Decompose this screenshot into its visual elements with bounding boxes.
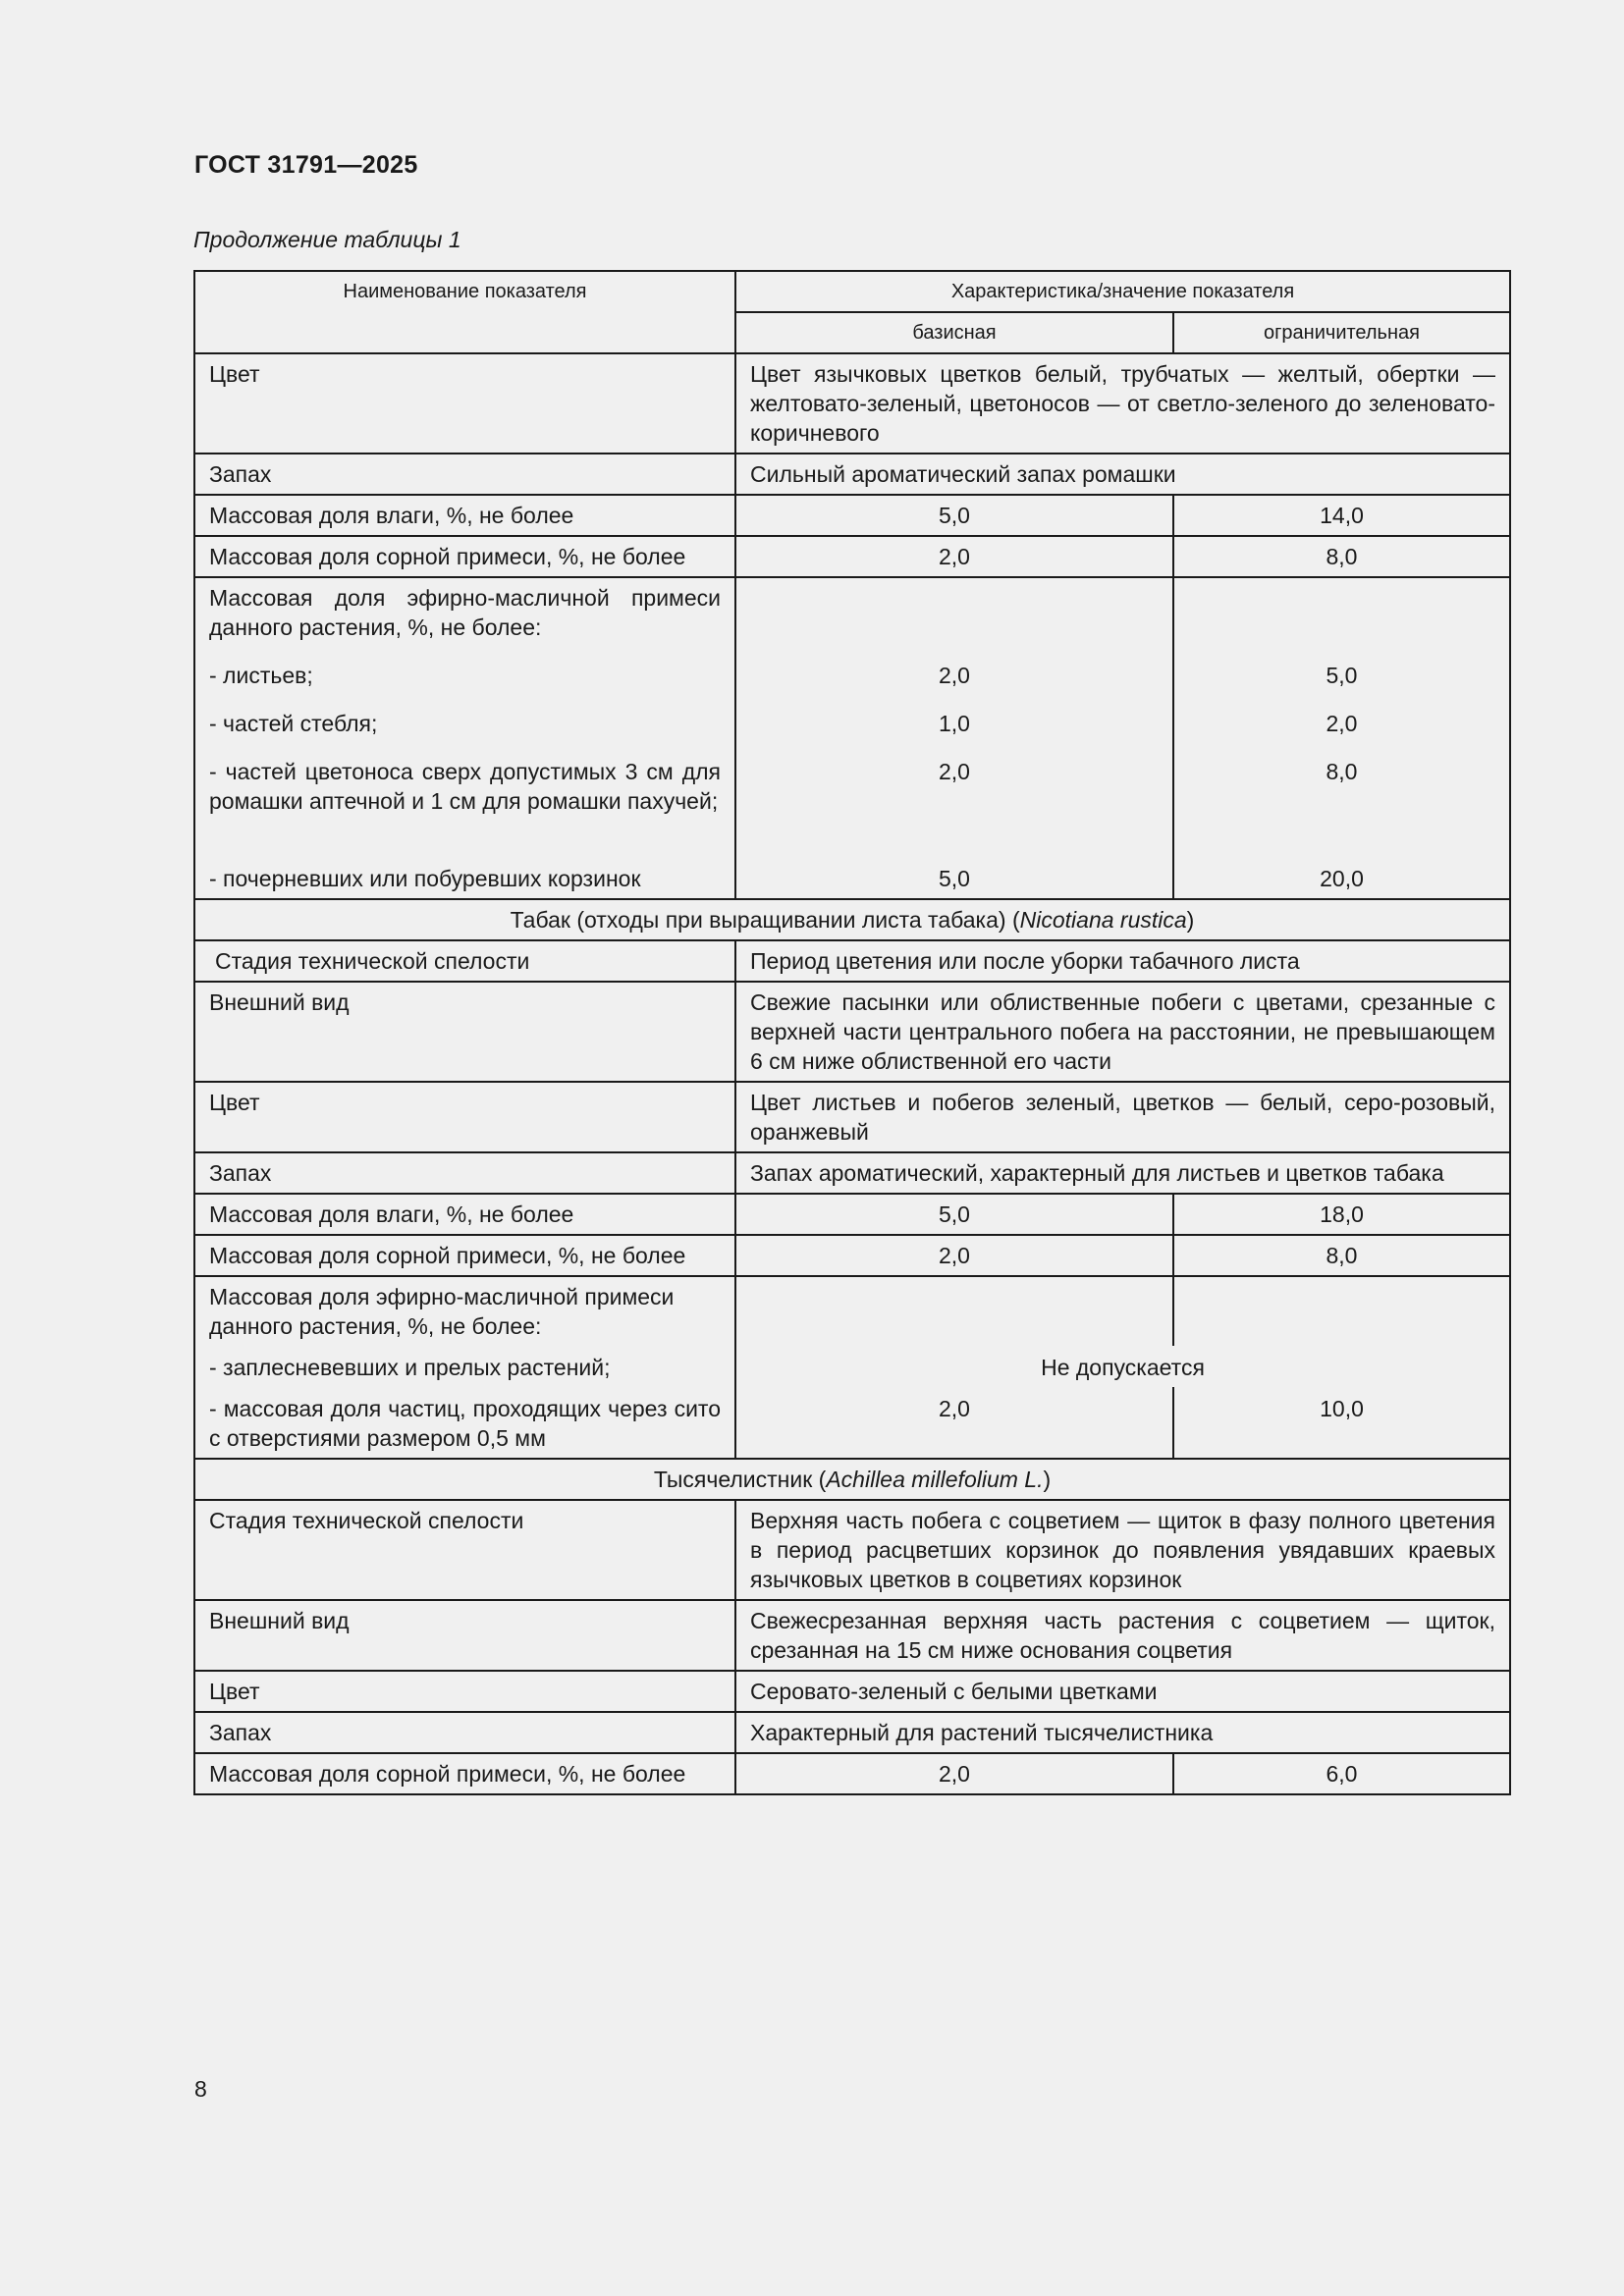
list-value: 5,0: [1326, 663, 1358, 688]
row-value-smell: Характерный для растений тысячелистника: [735, 1712, 1510, 1753]
table-row: [194, 1600, 1510, 1671]
section-title-latin: Nicotiana rustica: [1019, 907, 1187, 933]
document-code: ГОСТ 31791—2025: [194, 151, 418, 179]
row-label-sieve: - массовая доля частиц, проходящих через сито с отверстиями размером 0,5 мм: [194, 1387, 735, 1459]
empty-cell: [1173, 1276, 1510, 1346]
row-value-stage: Верхняя часть побега с соцветием — щиток в фазу полного цветения в период расцветших корзинок до появления увядавших краевых язычковых цветков в соцветиях корзинок: [735, 1500, 1510, 1600]
section-title-latin: Achillea millefolium L.: [826, 1467, 1044, 1492]
essential-oil-title: Массовая доля эфирно-масличной примеси данного растения, %, не более:: [209, 585, 721, 640]
row-value-color: Цвет язычковых цветков белый, трубчатых — желтый, обертки — желтовато-зеленый, цветоносов — от светло-зеленого до зеленовато-коричневого: [735, 353, 1510, 454]
column-header-basic: базисная: [735, 312, 1173, 353]
row-value-basic: 2,0: [735, 1387, 1173, 1459]
row-value-basic: 2,0: [735, 1753, 1173, 1794]
section-title-text: Табак (отходы при выращивании листа табака) (: [510, 907, 1020, 933]
row-value-smell: Сильный ароматический запах ромашки: [735, 454, 1510, 495]
row-value-limit: 10,0: [1173, 1387, 1510, 1459]
row-label-color: Цвет: [194, 1671, 735, 1712]
list-value: 2,0: [939, 663, 970, 688]
row-label-weed: Массовая доля сорной примеси, %, не более: [194, 1753, 735, 1794]
column-header-limit: ограничительная: [1173, 312, 1510, 353]
list-value: 2,0: [1326, 711, 1358, 736]
row-label-mold: - заплесневевших и прелых растений;: [194, 1346, 735, 1387]
table-row: [194, 454, 1510, 495]
row-label-moisture: Массовая доля влаги, %, не более: [194, 495, 735, 536]
table-row-essential-oil: [194, 577, 1510, 899]
row-label-stage: Стадия технической спелости: [194, 940, 735, 982]
table-row: [194, 536, 1510, 577]
row-value-appearance: Свежие пасынки или облиственные побеги с цветами, срезанные с верхней части центрального побега на расстоянии, не превышающем 6 см ниже облиственной его части: [735, 982, 1510, 1082]
row-label-color: Цвет: [194, 353, 735, 454]
table-row: [194, 1500, 1510, 1600]
row-label-smell: Запах: [194, 454, 735, 495]
row-value-limit: 18,0: [1173, 1194, 1510, 1235]
row-label-stage: Стадия технической спелости: [194, 1500, 735, 1600]
list-item: - частей цветоноса сверх допустимых 3 см для ромашки аптечной и 1 см для ромашки пахучей;: [209, 759, 721, 814]
row-label-appearance: Внешний вид: [194, 1600, 735, 1671]
row-label-essential-oil: [194, 577, 735, 899]
empty-cell: [735, 1276, 1173, 1346]
list-item: - почерневших или побуревших корзинок: [209, 866, 641, 891]
table-caption: Продолжение таблицы 1: [193, 227, 461, 252]
list-item: - листьев;: [209, 663, 313, 688]
row-value-basic: 2,0: [735, 536, 1173, 577]
column-header-group: Характеристика/значение показателя: [735, 271, 1510, 312]
table-row: [194, 1152, 1510, 1194]
row-value-basic: 5,0: [735, 1194, 1173, 1235]
row-label-essential-oil: Массовая доля эфирно-масличной примеси данного растения, %, не более:: [194, 1276, 735, 1346]
section-title-yarrow: [194, 1459, 1510, 1500]
table-row-mold: [194, 1346, 1510, 1387]
row-value-mold: Не допускается: [735, 1346, 1510, 1387]
row-label-smell: Запах: [194, 1152, 735, 1194]
list-value: 20,0: [1320, 866, 1364, 891]
row-label-moisture: Массовая доля влаги, %, не более: [194, 1194, 735, 1235]
table-row: [194, 1082, 1510, 1152]
table-row: [194, 1194, 1510, 1235]
section-row-yarrow: [194, 1459, 1510, 1500]
list-value: 8,0: [1326, 759, 1358, 784]
section-title-suffix: ): [1186, 907, 1195, 933]
table-header-row: [194, 271, 1510, 312]
row-value-limit: 6,0: [1173, 1753, 1510, 1794]
section-title-suffix: ): [1043, 1467, 1052, 1492]
row-value-limit: 8,0: [1173, 1235, 1510, 1276]
row-value-limit: 8,0: [1173, 536, 1510, 577]
table-row: [194, 495, 1510, 536]
section-title-text: Тысячелистник (: [653, 1467, 827, 1492]
section-row-tobacco: [194, 899, 1510, 940]
column-header-name: Наименование показателя: [194, 271, 735, 353]
row-value-basic: 5,0: [735, 495, 1173, 536]
row-value-smell: Запах ароматический, характерный для листьев и цветков табака: [735, 1152, 1510, 1194]
row-value-appearance: Свежесрезанная верхняя часть растения с соцветием — щиток, срезанная на 15 см ниже основания соцветия: [735, 1600, 1510, 1671]
list-value: 5,0: [939, 866, 970, 891]
table-row-sieve: [194, 1387, 1510, 1459]
row-value-color: Серовато-зеленый с белыми цветками: [735, 1671, 1510, 1712]
row-label-appearance: Внешний вид: [194, 982, 735, 1082]
specifications-table: [193, 270, 1511, 1795]
table-row: [194, 982, 1510, 1082]
table-row: [194, 1235, 1510, 1276]
row-label-color: Цвет: [194, 1082, 735, 1152]
list-value: 2,0: [939, 759, 970, 784]
row-label-weed: Массовая доля сорной примеси, %, не более: [194, 1235, 735, 1276]
table-row: [194, 1712, 1510, 1753]
table-row-essential-oil: [194, 1276, 1510, 1346]
essential-oil-basic-values: [735, 577, 1173, 899]
row-value-limit: 14,0: [1173, 495, 1510, 536]
table-row: [194, 1671, 1510, 1712]
table-row: [194, 353, 1510, 454]
table-row: [194, 1753, 1510, 1794]
row-value-basic: 2,0: [735, 1235, 1173, 1276]
table-row: [194, 940, 1510, 982]
page-number: 8: [194, 2076, 207, 2102]
row-value-color: Цвет листьев и побегов зеленый, цветков — белый, серо-розовый, оранжевый: [735, 1082, 1510, 1152]
row-label-smell: Запах: [194, 1712, 735, 1753]
list-item: - частей стебля;: [209, 711, 378, 736]
row-value-stage: Период цветения или после уборки табачного листа: [735, 940, 1510, 982]
essential-oil-limit-values: [1173, 577, 1510, 899]
row-label-weed: Массовая доля сорной примеси, %, не более: [194, 536, 735, 577]
list-value: 1,0: [939, 711, 970, 736]
section-title-tobacco: [194, 899, 1510, 940]
